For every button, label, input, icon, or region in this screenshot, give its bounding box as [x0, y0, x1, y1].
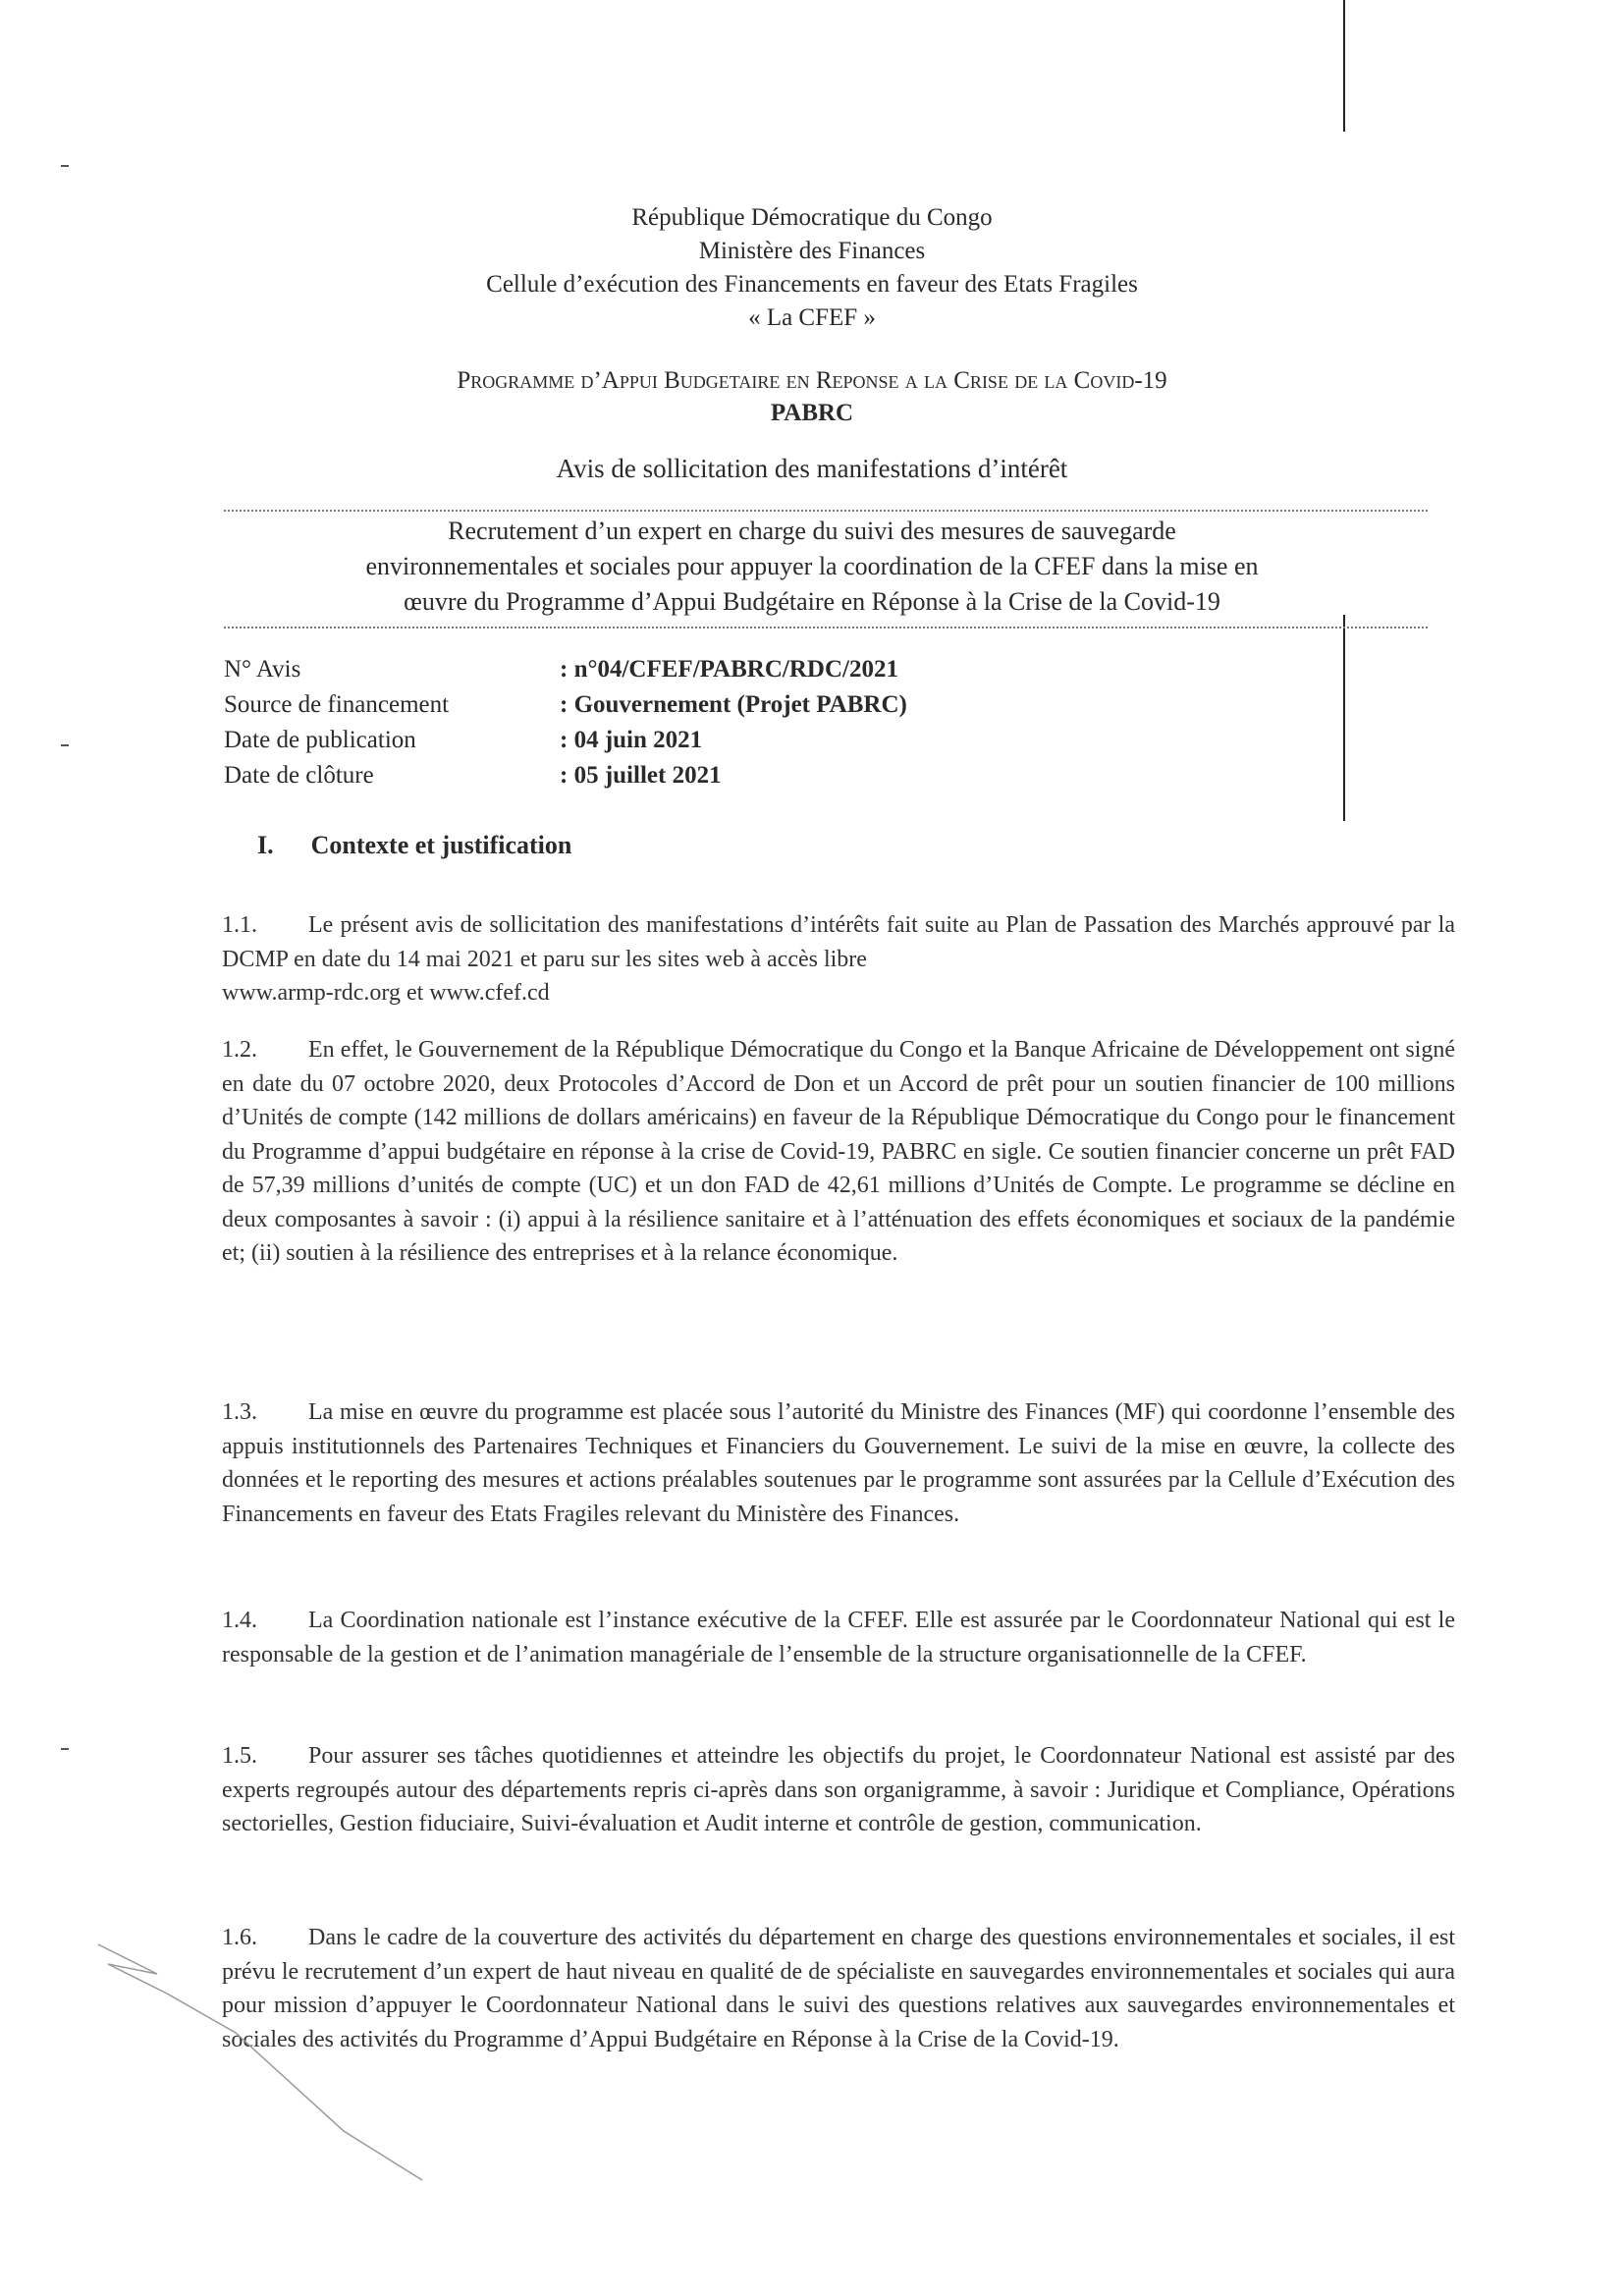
programme-title: Programme d’Appui Budgetaire en Reponse a la Crise de la Covid-19: [457, 367, 1167, 394]
paragraph-text: En effet, le Gouvernement de la République Démocratique du Congo et la Banque Africaine de Développement ont signé en date du 07 octobre 2020, deux Protocoles d’Accord de Don et un Accord de prêt pour un soutien financier de 100 millions d’Unités de compte (142 millions de dollars américains) en faveur de la République Démocratique du Congo pour le financement du Programme d’appui budgétaire en réponse à la crise de Covid-19, PABRC en sigle. Ce soutien financier concerne un prêt FAD de 57,39 millions d’unités de compte (UC) et un don FAD de 42,61 millions d’Unités de Compte. Le programme se décline en deux composantes à savoir : (i) appui à la résilience sanitaire et à l’atténuation des effets économiques et sociaux de la pandémie et; (ii) soutien à la résilience des entreprises et à la relance économique.: [222, 1037, 1455, 1266]
paragraph-text: Le présent avis de sollicitation des manifestations d’intérêts fait suite au Plan de Passation des Marchés approuvé par la DCMP en date du 14 mai 2021 et paru sur les sites web à accès libre: [222, 912, 1455, 972]
divider: [224, 627, 1428, 629]
paragraph-1-5: [222, 1739, 1455, 1841]
scan-mark: [61, 744, 69, 746]
paragraph-1-2: [222, 1033, 1455, 1271]
section-heading: [257, 831, 609, 860]
paragraph-text: Dans le cadre de la couverture des activités du département en charge des questions environnementales et sociales, il est prévu le recrutement d’un expert de haut niveau en qualité de de spécialiste en sauvegardes environnementales et sociales qui aura pour mission d’appuyer le Coordonnateur National dans le suivi des questions relatives aux sauvegardes environnementales et sociales des activités du Programme d’Appui Budgétaire en Réponse à la Crise de la Covid-19.: [222, 1925, 1455, 2052]
meta-label: Date de publication: [224, 727, 416, 753]
paragraph-text: et: [406, 980, 424, 1006]
scan-margin-line: [1343, 0, 1345, 132]
meta-label: N° Avis: [224, 656, 301, 683]
meta-value: : 05 juillet 2021: [560, 762, 722, 789]
meta-row: [224, 656, 907, 691]
meta-value: : 04 juin 2021: [560, 727, 703, 753]
paragraph-number: 1.6.: [222, 1925, 257, 1950]
header-country: République Démocratique du Congo: [631, 204, 993, 231]
paragraph-number: 1.5.: [222, 1743, 257, 1769]
paragraph-text: Pour assurer ses tâches quotidiennes et atteindre les objectifs du projet, le Coordonnateur National est assisté par des experts regroupés autour des départements repris ci-après dans son organigramme, à savoir : Juridique et Compliance, Opérations sectorielles, Gestion fiduciaire, Suivi-évaluation et Audit interne et contrôle de gestion, communication.: [222, 1743, 1455, 1836]
link-armp[interactable]: www.armp-rdc.org: [222, 980, 401, 1006]
header-cell: Cellule d’exécution des Financements en faveur des Etats Fragiles: [486, 271, 1138, 298]
subject-line: environnementales et sociales pour appuyer la coordination de la CFEF dans la mise en: [365, 552, 1259, 580]
section-title: Contexte et justification: [310, 831, 572, 859]
notice-meta: [224, 656, 907, 797]
section-number: I.: [257, 831, 274, 859]
scan-mark: [61, 165, 69, 167]
paragraph-number: 1.3.: [222, 1399, 257, 1425]
paragraph-text: La Coordination nationale est l’instance exécutive de la CFEF. Elle est assurée par le Coordonnateur National qui est le responsable de la gestion et de l’animation managériale de l’ensemble de la structure organisationnelle de la CFEF.: [222, 1608, 1455, 1667]
meta-label: Source de financement: [224, 691, 450, 718]
notice-type: Avis de sollicitation des manifestations d’intérêt: [556, 454, 1068, 483]
meta-row: [224, 762, 907, 797]
divider: [224, 510, 1428, 512]
paragraph-text: La mise en œuvre du programme est placée sous l’autorité du Ministre des Finances (MF) qui coordonne l’ensemble des appuis institutionnels des Partenaires Techniques et Financiers du Gouvernement. Le suivi de la mise en œuvre, la collecte des données et le reporting des mesures et actions préalables soutenues par le programme sont assurées par la Cellule d’Exécution des Financements en faveur des Etats Fragiles relevant du Ministère des Finances.: [222, 1399, 1455, 1527]
paragraph-number: 1.2.: [222, 1037, 257, 1063]
paragraph-number: 1.1.: [222, 912, 257, 938]
paragraph-1-4: [222, 1604, 1455, 1671]
paragraph-1-1: [222, 908, 1455, 1011]
meta-label: Date de clôture: [224, 762, 374, 789]
meta-row: [224, 691, 907, 727]
meta-value: : n°04/CFEF/PABRC/RDC/2021: [560, 656, 898, 683]
link-cfef[interactable]: www.cfef.cd: [429, 980, 550, 1006]
header-acronym: « La CFEF »: [748, 304, 876, 331]
meta-value: : Gouvernement (Projet PABRC): [560, 691, 907, 718]
pen-scribble: [88, 1935, 442, 2190]
programme-acronym: PABRC: [770, 400, 854, 426]
paragraph-1-3: [222, 1395, 1455, 1531]
scan-margin-line: [1343, 615, 1345, 821]
meta-row: [224, 727, 907, 762]
header-ministry: Ministère des Finances: [698, 238, 926, 264]
scan-mark: [61, 1748, 69, 1750]
paragraph-number: 1.4.: [222, 1608, 257, 1633]
subject-line: Recrutement d’un expert en charge du suivi des mesures de sauvegarde: [448, 517, 1176, 545]
subject-line: œuvre du Programme d’Appui Budgétaire en Réponse à la Crise de la Covid-19: [404, 587, 1220, 616]
